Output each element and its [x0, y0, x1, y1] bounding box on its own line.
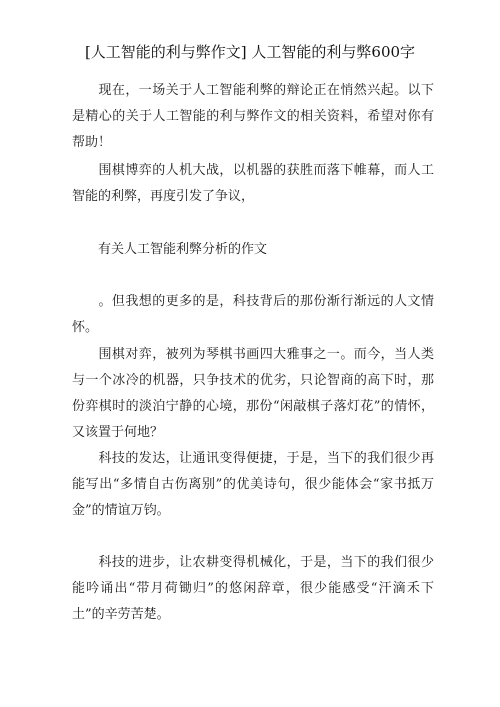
paragraph-text: 围棋博弈的人机大战，以机器的获胜而落下帷幕，而人工智能的利弊，再度引发了争议， — [72, 163, 434, 204]
document-title: [人工智能的利与弊作文] 人工智能的利与弊600字 — [84, 43, 416, 61]
paragraph-go-match — [72, 158, 434, 210]
paragraph-communication — [72, 446, 434, 524]
paragraph-weiqi — [72, 342, 434, 446]
paragraph-farming — [72, 550, 434, 628]
paragraph-text: 围棋对弈，被列为琴棋书画四大雅事之一。而今，当人类与一个冰冷的机器，只争技术的优劣，只论智商的高下时，那份弈棋时的淡泊宁静的心境，那份“闲敲棋子落灯花”的情怀，又该置于何地？ — [72, 347, 434, 440]
paragraph-humanity — [72, 289, 434, 341]
paragraph-heading-line — [72, 237, 434, 263]
paragraph-text: 有关人工智能利弊分析的作文 — [98, 242, 268, 257]
paragraph-text: 科技的进步，让农耕变得机械化，于是，当下的我们很少能吟诵出“带月荷锄归”的悠闲辞章，很少能感受“汗滴禾下土”的辛劳苦楚。 — [72, 555, 434, 622]
paragraph-text: 科技的发达，让通讯变得便捷，于是，当下的我们很少再能写出“多情自古伤离别”的优美诗句，很少能体会“家书抵万金”的情谊万钧。 — [72, 451, 434, 518]
paragraph-text: 。但我想的更多的是，科技背后的那份渐行渐远的人文情怀。 — [72, 294, 434, 335]
paragraph-text: 现在，一场关于人工智能利弊的辩论正在悄然兴起。以下是精心的关于人工智能的利与弊作文的相关资料，希望对你有帮助！ — [72, 83, 434, 150]
paragraph-intro — [72, 78, 434, 156]
